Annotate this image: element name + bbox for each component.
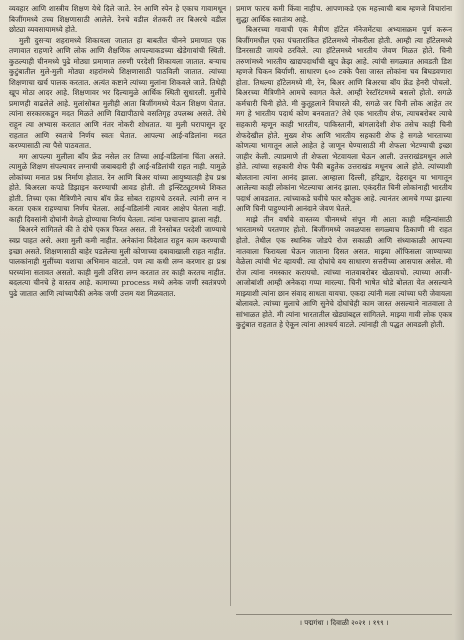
article-paragraph: प्रमाण फारच कमी किंवा नाहीच. आपणाकडे एक महत्त्वाची बाब म्हणजे विचारांना सुद्धा आर्थिक स्वातंत्र्य आहे. — [236, 4, 452, 24]
article-left-column — [9, 4, 226, 299]
article-paragraph: व्यवहार आणि शास्त्रीय शिक्षण येथे दिले जाते. रेन आणि स्पेन हे एकाच गावामधून बिजींगमध्ये उच्च शिक्षणासाठी आलेले. रेनचे वडील शेतकरी तर बिअरचे वडील छोट्या व्यवसायामध्ये होते. — [9, 4, 226, 35]
article-paragraph: माझे तीन वर्षांचे वास्तव्य चीनमध्ये संपून मी आता काही महिन्यांसाठी भारतामध्ये परतणार होतो. बिजींगमध्ये जवळपास सगळ्याच ठिकाणी मी राहत होतो. तेथील एक स्थानिक जोडपे रोज सकाळी आणि संध्याकाळी आपल्या नातवाला फिरायला घेऊन जाताना दिसत असत. माझ्या ऑफिसला जाण्याच्या वेळेला त्यांची भेट व्हायची. त्या दोघांचे वय साधारण सत्तरीच्या आसपास असेल. मी रोज त्यांना नमस्कार करायचो. त्यांच्या नातवाबरोबर खेळायचो. त्याच्या आजी-आजोबांशी आम्ही अनेकदा गप्पा मारल्या. चिनी भाषेत थोडे बोलता येत असल्याने माझ्याशी त्यांना छान संवाद साधता यायचा. एकदा त्यांनी मला त्यांच्या घरी जेवायला बोलावले. त्यांच्या मुलाचे आणि सुनेचे दोघांचेही काम जास्त असल्याने नातवाला ते सांभाळत होते. मी त्यांना भारतातील खेड्यांबद्दल सांगितले. माझ्या गावी लोक एकत्र कुटुंबात राहतात हे ऐकून त्यांना आश्चर्य वाटले. त्यांनाही ती पद्धत आवडली होती. — [236, 214, 452, 330]
article-paragraph: बिअरच्या गावाची एक मैत्रीण हॉटेल मॅनेजमेंटचा अभ्यासक्रम पूर्ण करून बिजींगमधील एका पंचतारांकित हॉटेलमध्ये नोकरीला होती. आम्ही त्या हॉटेलमध्ये डिनरसाठी जायचे ठरविले. त्या हॉटेलमध्ये भारतीय जेवण मिळत होते. चिनी तरुणांमध्ये भारतीय खाद्यपदार्थांची खूप क्रेझ आहे. त्यांची सगळ्यात आवडती डिश म्हणजे चिकन बिर्याणी. साधारण ६०० टक्के पैसा जास्त लोकांना चव बिघडवणारा होता. तिथल्या हॉटेलमध्ये मी, रेन, बिअर आणि बिअरचा बॉय फ्रेंड हेनरी पोचलो. बिअरच्या मैत्रिणीने आमचे स्वागत केले. आम्ही रेस्टॉरंटमध्ये बसलो होतो. सगळे कर्मचारी चिनी होते. मी कुतूहलाने विचारले की, सगळे जर चिनी लोक आहेत तर मग हे भारतीय पदार्थ कोण बनवतात? तेथे एक भारतीय शेफ, त्याचबरोबर त्याचे सहकारी म्हणून काही भारतीय, पाकिस्तानी, बांगलादेशी शेफ तसेच काही चिनी शेफदेखील होते. मुख्य शेफ आणि भारतीय सहकारी शेफ हे सगळे भारताच्या कोणत्या भागातून आले आहेत हे जाणून घेण्यासाठी मी शेफला भेटण्याची इच्छा जाहीर केली. त्याप्रमाणे ती शेफला भेटवायला घेऊन आली. उत्तराखंडमधून आले होते. त्यांच्या सहकारी शेफ पैकी बहुतेक उत्तराखंड मधूनच आले होते. त्यांच्याशी बोलताना त्यांना आनंद झाला. आम्हाला दिल्ली, हरिद्वार, देहरादून या भागातून आलेल्या काही लोकांना भेटल्याचा आनंद झाला. एकंदरीत चिनी लोकांनाही भारतीय पदार्थ आवडतात. त्यांच्याकडे चवीचे फार कौतुक आहे. त्यानंतर आमचे गप्पा झाल्या आणि चिनी पाहुण्यांनी आनंदाने जेवण घेतले. — [236, 25, 452, 214]
page-footer: । पद्मगंधा । दिवाळी २०२१ । १९९ । — [299, 619, 389, 627]
article-paragraph: मग आपल्या मुलीला बाँय फ्रेंड नसेल तर तिच्या आई-वडिलांना चिंता असते. त्यामुळे शिक्षण संपल्यावर लग्नाची जबाबदारी ही आई-वडिलांची राहत नाही. यामुळे लोकांच्या मनात प्रश्न निर्माण होतात. रेन आणि बिअर यांच्या आयुष्यातही हेच प्रश्न होते. बिअरला कपडे डिझाइन करण्याची आवड होती. ती इन्स्टिट्यूटमध्ये शिकत होती. तिच्या एका मैत्रिणीने त्याच बॉय फ्रेंड सोबत राहायचे ठरवले. त्यांनी लग्न न करता एकत्र राहण्याचा निर्णय घेतला. आई-वडिलांनी त्यावर आक्षेप घेतला नाही. काही दिवसांनी दोघांनी वेगळे होण्याचा निर्णय घेतला. त्यांना पश्चात्ताप झाला नाही. — [9, 151, 226, 224]
article-paragraph: बिअरने सांगितले की ते दोघे एकत्र फिरत असत. ती रेनसोबत परदेशी जाण्याचे स्वप्न पाहत असे. अशा मुली कमी नाहीत. अनेकांना विदेशात राहून काम करण्याची इच्छा असते. शिक्षणासाठी बाहेर पडलेल्या मुली कोणाच्या दबावाखाली राहत नाहीत. पालकांनाही मुलींच्या यशाचा अभिमान वाटतो. पण त्या कधी लग्न करणार हा प्रश्न घरच्यांना सतावत असतो. काही मुली उशिरा लग्न करतात तर काही करतच नाहीत. बदलत्या चीनचे हे वास्तव आहे. कामाच्या process मध्ये अनेक जणी स्वतंत्रपणे पुढे जातात आणि त्यांच्यापैकी अनेक जणी उत्तम यश मिळवतात. — [9, 225, 226, 298]
column-divider — [230, 6, 231, 606]
article-right-column — [236, 4, 452, 331]
page-edge-shadow — [454, 0, 464, 640]
footer-divider — [236, 614, 452, 615]
article-paragraph: मुली दुसऱ्या शहरामध्ये शिकायला जातात हा बाबतीत चीनने प्रमाणात एक तणावात राहणारे आणि लोक आणि शैक्षणिक आपल्याकडच्या खेडेगावांची स्थिती. कुठल्याही चीनमध्ये पुढे मोठ्या प्रमाणात तरुणी परदेशी शिकायला जातात. बऱ्याच कुटुंबातील मुले-मुली मोठ्या शहरांमध्ये शिक्षणासाठी पाठविली जातात. त्यांच्या शिक्षणाचा खर्च पालक करतात. अत्यंत कष्टाने त्यांच्या मुलांना शिकवले जाते. तिथेही खूप मोठा आदर आहे. शिक्षणावर भर दिल्यामुळे आर्थिक स्थिती सुधारली. मुलींचे प्रमाणही वाढलेले आहे. मुलांसोबत मुलीही आता बिजींगमध्ये येऊन शिक्षण घेतात. त्यांना सरकारकडून मदत मिळते आणि विद्यापीठाचे वसतिगृह उपलब्ध असते. तेथे राहून त्या अभ्यास करतात आणि नंतर नोकरी शोधतात. या मुली घरापासून दूर राहतात आणि स्वतःचे निर्णय स्वतः घेतात. आपल्या आई-वडिलांना मदत करण्यासाठी त्या पैसे पाठवतात. — [9, 35, 226, 151]
